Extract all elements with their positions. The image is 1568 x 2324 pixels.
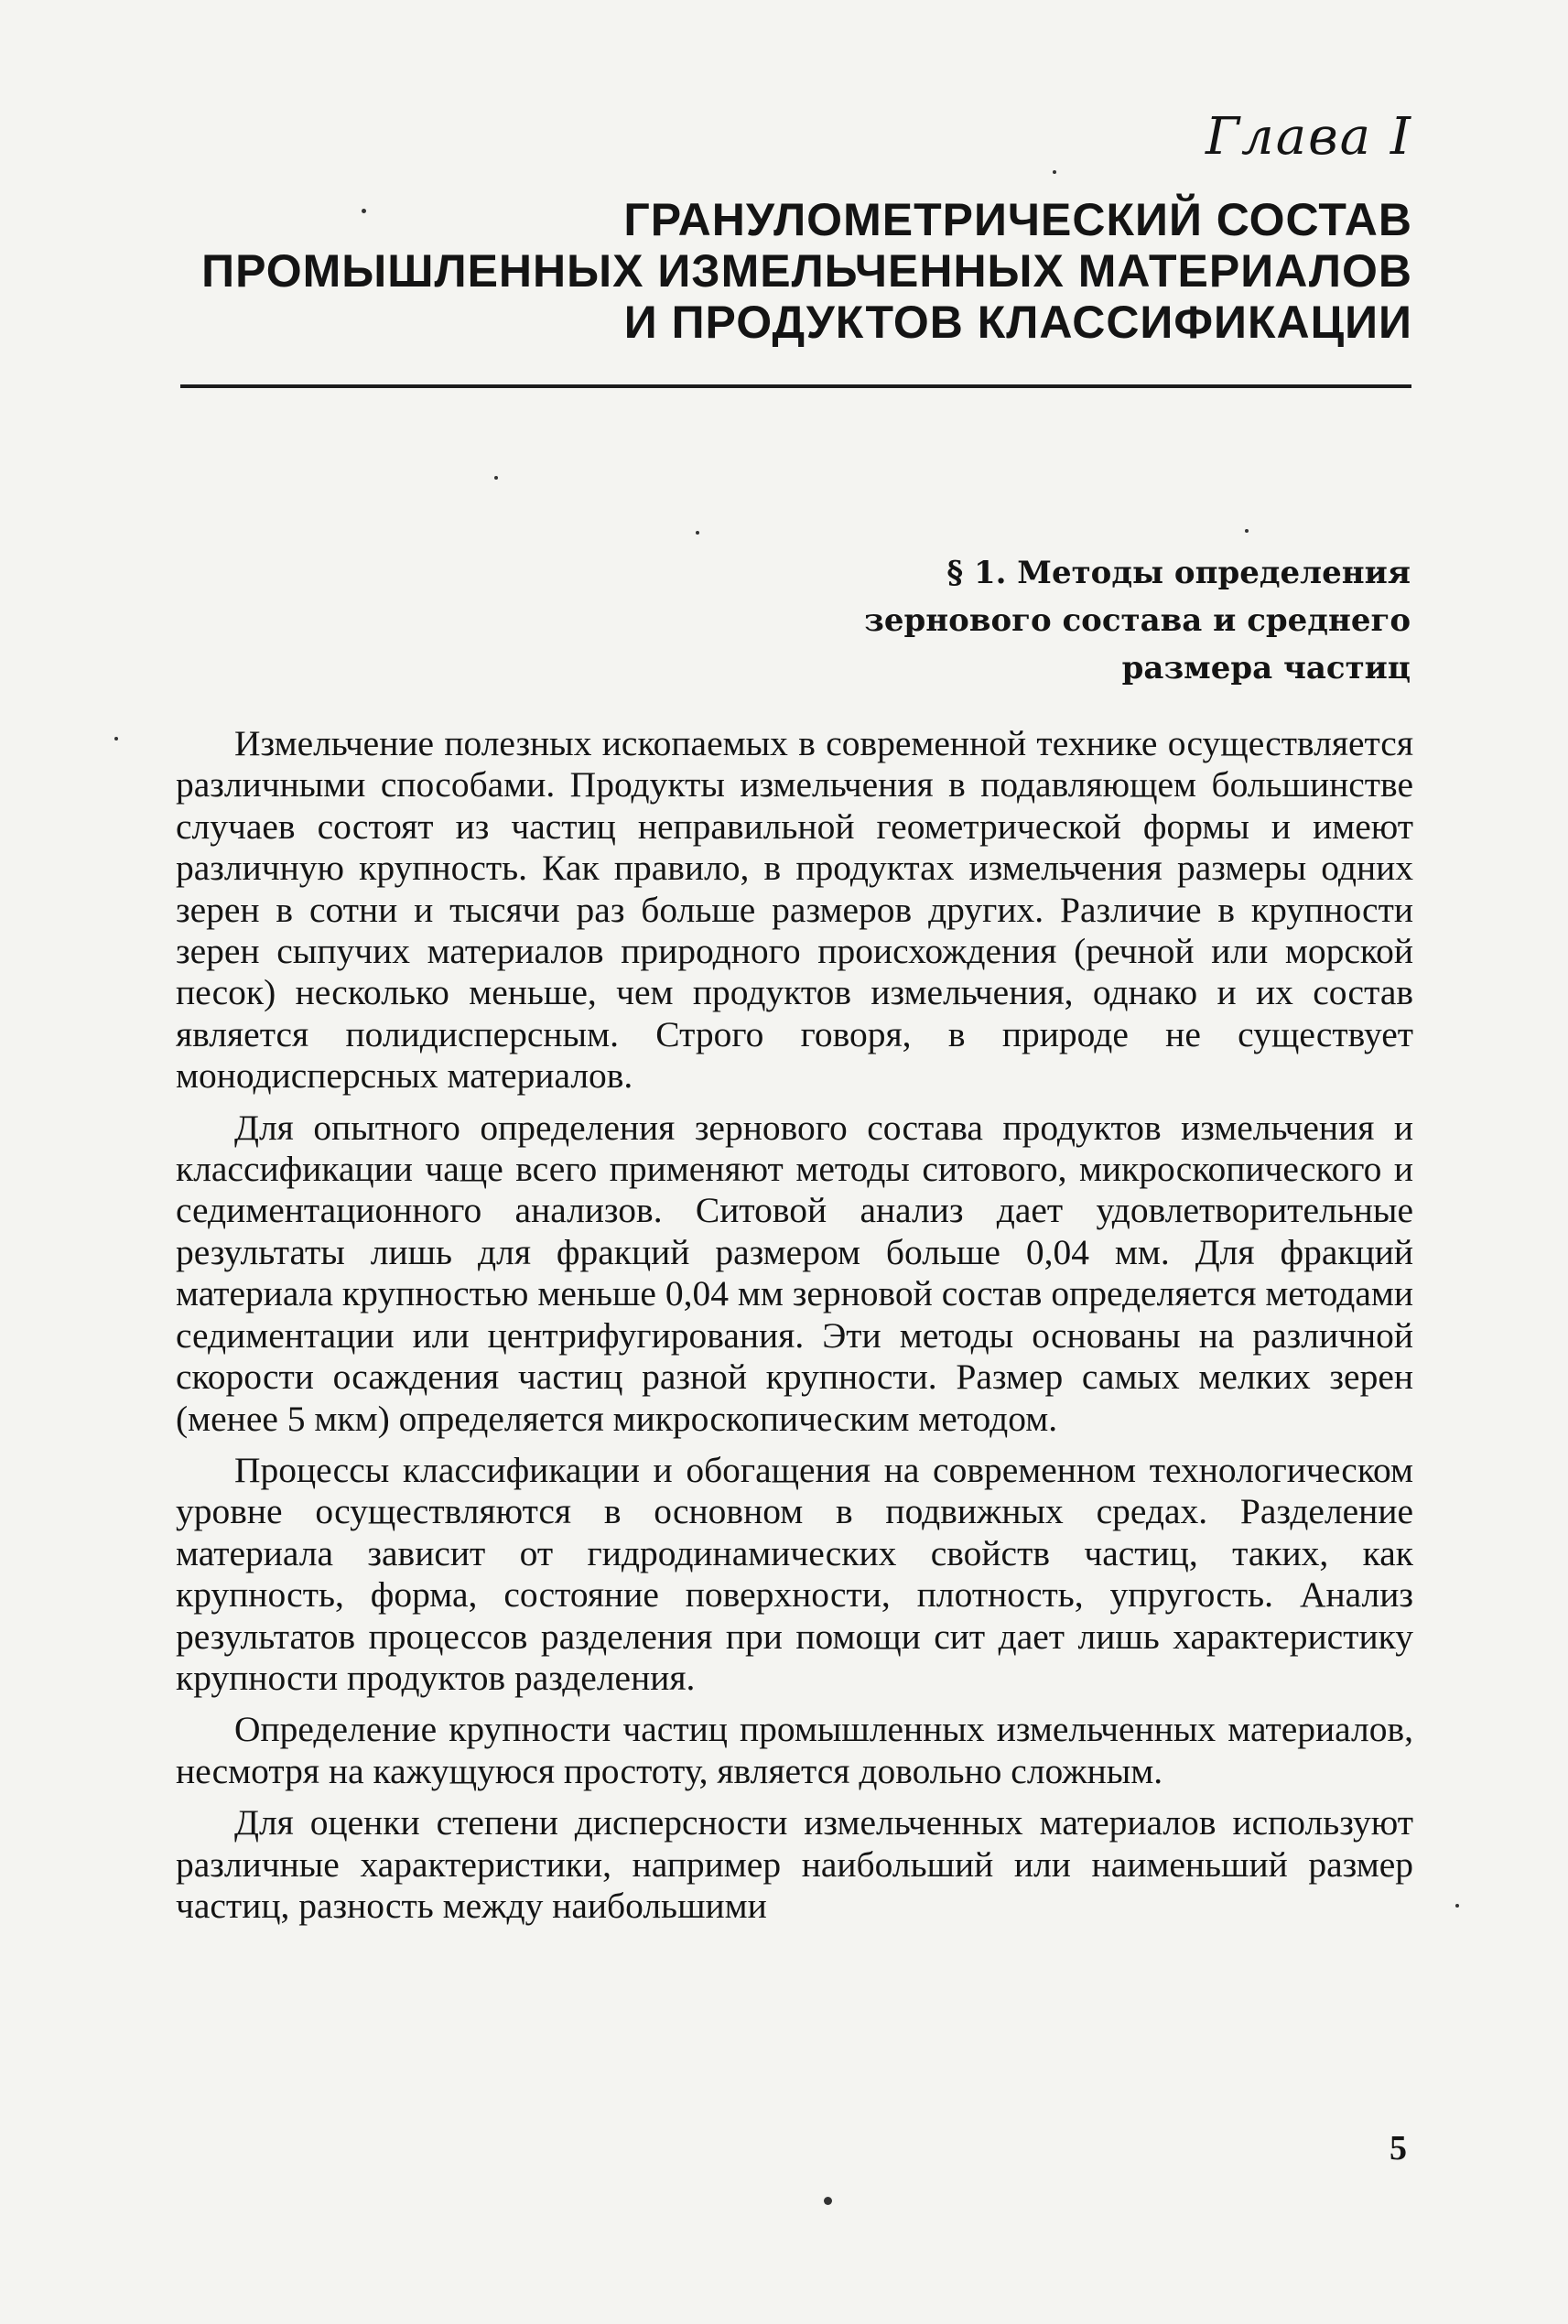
scan-speck [696,531,699,535]
scan-speck [1455,1904,1459,1908]
scan-speck [824,2197,832,2205]
paragraph: Определение крупности частиц промышленных измельченных материалов, несмотря на кажущуюся простоту, является довольно сложным. [176,1709,1413,1791]
chapter-title-line: ГРАНУЛОМЕТРИЧЕСКИЙ СОСТАВ [623,194,1412,245]
chapter-title-line: ПРОМЫШЛЕННЫХ ИЗМЕЛЬЧЕННЫХ МАТЕРИАЛОВ [201,245,1412,297]
title-divider [180,384,1411,388]
scan-speck [494,476,498,480]
section-heading-line: зернового состава и среднего [864,602,1411,639]
paragraph: Для оценки степени дисперсности измельченных материалов используют различные характеристики, например наибольший или наименьший размер частиц, разность между наибольшими [176,1802,1413,1926]
section-heading-line: размера частиц [1121,650,1411,686]
body-text [176,723,1413,1937]
scan-speck [114,737,118,740]
chapter-title-line: И ПРОДУКТОВ КЛАССИФИКАЦИИ [623,297,1412,348]
paragraph: Измельчение полезных ископаемых в современной технике осуществляется различными способами. Продукты измельчения в подавляющем большинстве случаев состоят из частиц неправильной геометрической формы и имеют различную крупность. Как правило, в продуктах измельчения размеры одних зерен в сотни и тысячи раз больше размеров других. Различие в крупности зерен сыпучих материалов природного происхождения (речной или морской песок) несколько меньше, чем продуктов измельчения, однако и их состав является полидисперсным. Строго говоря, в природе не существует монодисперсных материалов. [176,723,1413,1097]
paragraph: Для опытного определения зернового состава продуктов измельчения и классификации чаще всего применяют методы ситового, микроскопического и седиментационного анализов. Ситовой анализ дает удовлетворительные результаты лишь для фракций размером больше 0,04 мм. Для фракций материала крупностью меньше 0,04 мм зерновой состав определяется методами седиментации или центрифугирования. Эти методы основаны на различной скорости осаждения частиц разной крупности. Размер самых мелких зерен (менее 5 мкм) определяется микроскопическим методом. [176,1107,1413,1439]
scan-speck [362,209,366,213]
chapter-label: Глава I [1205,107,1412,167]
page-number: 5 [1390,2129,1407,2167]
section-heading [587,549,1411,692]
paragraph: Процессы классификации и обогащения на современном технологическом уровне осуществляются в основном в подвижных средах. Разделение материала зависит от гидродинамических свойств частиц, таких, как крупность, форма, состояние поверхности, плотность, упругость. Анализ результатов процессов разделения при помощи сит дает лишь характеристику крупности продуктов разделения. [176,1449,1413,1698]
section-heading-line: § 1. Методы определения [946,555,1411,591]
scan-speck [1053,170,1056,174]
scan-speck [1245,529,1249,533]
chapter-title [131,194,1412,348]
